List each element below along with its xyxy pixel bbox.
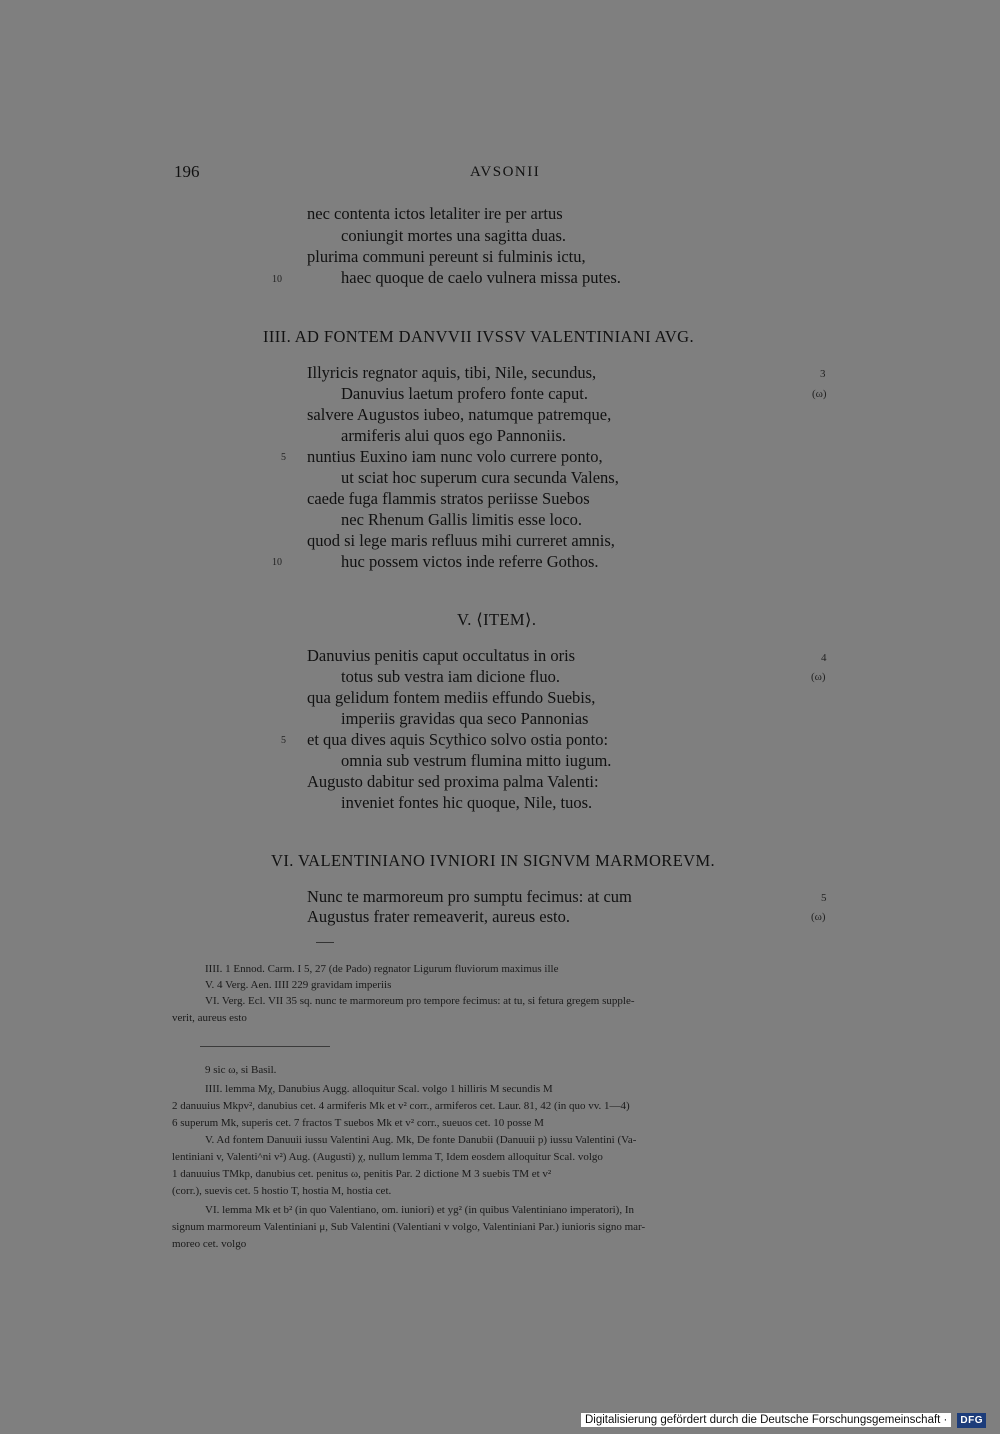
apparatus-line: signum marmoreum Valentiniani μ, Sub Valentini (Valentiani v volgo, Valentiniani Par.) iunioris signo mar- bbox=[172, 1221, 646, 1233]
poem-line: ut sciat hoc superum cura secunda Valens, bbox=[341, 468, 619, 487]
reference-number: 4 bbox=[821, 652, 827, 664]
apparatus-line: 1 danuuius TMkp, danubius cet. penitus ω, penitis Par. 2 dictione M 3 suebis TM et v² bbox=[172, 1168, 552, 1180]
testimonia-line: verit, aureus esto bbox=[172, 1012, 247, 1024]
reference-number: 5 bbox=[821, 892, 827, 904]
poem-line: et qua dives aquis Scythico solvo ostia ponto: bbox=[307, 730, 609, 749]
poem-line: Illyricis regnator aquis, tibi, Nile, secundus, bbox=[307, 363, 597, 382]
footer-text: Digitalisierung gefördert durch die Deutsche Forschungsgemeinschaft · bbox=[581, 1413, 951, 1427]
poem-line: haec quoque de caelo vulnera missa putes. bbox=[341, 268, 621, 287]
poem-line: caede fuga flammis stratos periisse Suebos bbox=[307, 489, 590, 508]
poem-line: inveniet fontes hic quoque, Nile, tuos. bbox=[341, 793, 593, 812]
apparatus-line: IIII. lemma Mχ, Danubius Augg. alloquitur Scal. volgo 1 hilliris M secundis M bbox=[205, 1083, 553, 1095]
poem-line: nec contenta ictos letaliter ire per artus bbox=[307, 204, 563, 223]
testimonia-line: VI. Verg. Ecl. VII 35 sq. nunc te marmoreum pro tempore fecimus: at tu, si fetura gregem supple- bbox=[205, 995, 635, 1007]
line-number: 5 bbox=[281, 452, 286, 463]
digitization-footer bbox=[581, 1410, 986, 1430]
apparatus-line: 9 sic ω, si Basil. bbox=[205, 1064, 277, 1076]
poem-line: qua gelidum fontem mediis effundo Suebis, bbox=[307, 688, 596, 707]
poem-line: huc possem victos inde referre Gothos. bbox=[341, 552, 599, 571]
poem-line: totus sub vestra iam dicione fluo. bbox=[341, 667, 561, 686]
poem-line: plurima communi pereunt si fulminis ictu, bbox=[307, 247, 586, 266]
separator-rule bbox=[316, 942, 334, 943]
apparatus-line: lentiniani v, Valenti^ni v²) Aug. (Augusti) χ, nullum lemma T, Idem eosdem alloquitur Scal. volgo bbox=[172, 1151, 603, 1163]
poem-line: Danuvius penitis caput occultatus in oris bbox=[307, 646, 576, 665]
apparatus-line: VI. lemma Mk et b² (in quo Valentiano, om. iuniori) et yg² (in quibus Valentiniano imperatori), In bbox=[205, 1204, 634, 1216]
reference-sigla: (ω) bbox=[811, 911, 826, 923]
apparatus-line: V. Ad fontem Danuuii iussu Valentini Aug. Mk, De fonte Danubii (Danuuii p) iussu Valentini (Va- bbox=[205, 1134, 637, 1146]
reference-sigla: (ω) bbox=[812, 388, 827, 400]
separator-rule bbox=[200, 1046, 330, 1047]
section-title-4: IIII. AD FONTEM DANVVII IVSSV VALENTINIANI AVG. bbox=[263, 327, 694, 346]
poem-line: Nunc te marmoreum pro sumptu fecimus: at cum bbox=[307, 887, 632, 906]
poem-line: armiferis alui quos ego Pannoniis. bbox=[341, 426, 567, 445]
apparatus-line: 2 danuuius Mkpv², danubius cet. 4 armiferis Mk et v² corr., armiferos cet. Laur. 81, 42 (in quo vv. 1—4) bbox=[172, 1100, 630, 1112]
poem-line: salvere Augustos iubeo, natumque patremque, bbox=[307, 405, 612, 424]
poem-line: Augustus frater remeaverit, aureus esto. bbox=[307, 907, 570, 926]
running-title: AVSONII bbox=[470, 164, 541, 180]
line-number: 10 bbox=[272, 557, 282, 568]
reference-number: 3 bbox=[820, 368, 826, 380]
apparatus-line: 6 superum Mk, superis cet. 7 fractos T suebos Mk et v² corr., sueuos cet. 10 posse M bbox=[172, 1117, 544, 1129]
section-title-5: V. ⟨ITEM⟩. bbox=[457, 610, 537, 629]
reference-sigla: (ω) bbox=[811, 671, 826, 683]
poem-line: omnia sub vestrum flumina mitto iugum. bbox=[341, 751, 612, 770]
poem-line: Danuvius laetum profero fonte caput. bbox=[341, 384, 588, 403]
line-number: 5 bbox=[281, 735, 286, 746]
dfg-logo-icon: DFG bbox=[957, 1413, 986, 1428]
poem-line: imperiis gravidas qua seco Pannonias bbox=[341, 709, 589, 728]
testimonia-line: IIII. 1 Ennod. Carm. I 5, 27 (de Pado) regnator Ligurum fluviorum maximus ille bbox=[205, 963, 559, 975]
apparatus-line: (corr.), suevis cet. 5 hostio T, hostia M, hostia cet. bbox=[172, 1185, 392, 1197]
poem-line: nec Rhenum Gallis limitis esse loco. bbox=[341, 510, 583, 529]
poem-line: coniungit mortes una sagitta duas. bbox=[341, 226, 566, 245]
poem-line: nuntius Euxino iam nunc volo currere ponto, bbox=[307, 447, 603, 466]
section-title-6: VI. VALENTINIANO IVNIORI IN SIGNVM MARMOREVM. bbox=[271, 851, 716, 870]
testimonia-line: V. 4 Verg. Aen. IIII 229 gravidam imperiis bbox=[205, 979, 392, 991]
poem-line: quod si lege maris refluus mihi curreret amnis, bbox=[307, 531, 615, 550]
apparatus-line: moreo cet. volgo bbox=[172, 1238, 247, 1250]
poem-line: Augusto dabitur sed proxima palma Valenti: bbox=[307, 772, 599, 791]
page-number: 196 bbox=[174, 162, 200, 181]
line-number: 10 bbox=[272, 274, 282, 285]
